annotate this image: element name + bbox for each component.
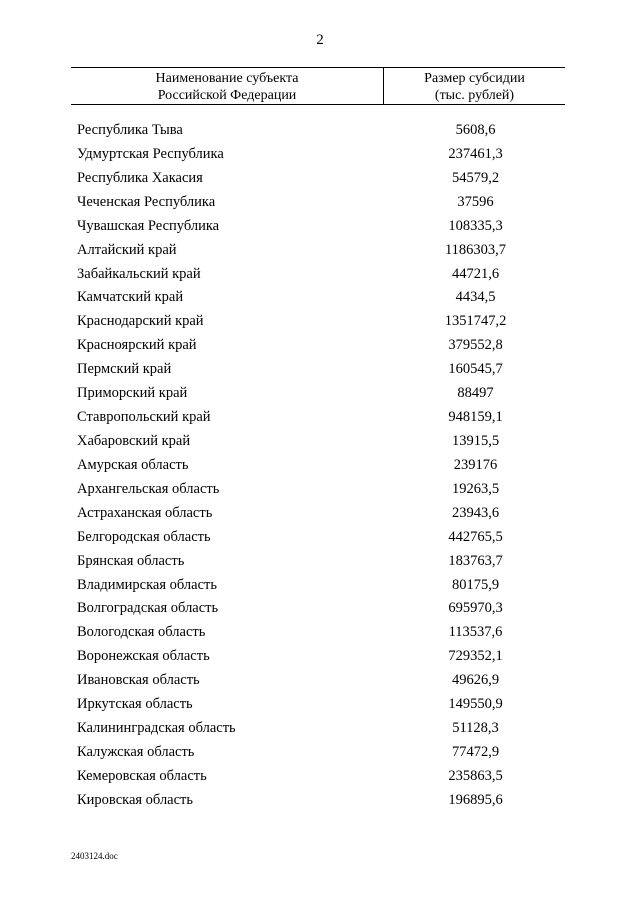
table-row xyxy=(0,309,640,333)
region-name: Кемеровская область xyxy=(77,767,207,784)
header-amount-line-1: Размер субсидии xyxy=(424,71,525,86)
header-amount-line-2: (тыс. рублей) xyxy=(434,88,515,103)
region-name: Удмуртская Республика xyxy=(77,145,224,162)
subsidy-amount: 44721,6 xyxy=(451,265,500,282)
subsidy-amount: 4434,5 xyxy=(455,289,496,306)
table-row xyxy=(0,716,640,740)
subsidy-amount: 77472,9 xyxy=(451,743,500,760)
table-row xyxy=(0,357,640,381)
subsidy-amount: 729352,1 xyxy=(448,648,503,665)
table-row xyxy=(0,333,640,357)
subsidy-amount: 379552,8 xyxy=(448,337,503,354)
subsidy-amount: 37596 xyxy=(457,193,494,210)
table-row xyxy=(0,142,640,166)
subsidy-amount: 49626,9 xyxy=(451,672,500,689)
subsidy-amount: 695970,3 xyxy=(448,600,503,617)
table-row xyxy=(0,405,640,429)
region-name: Пермский край xyxy=(77,361,172,378)
table-body xyxy=(0,118,640,812)
table-row xyxy=(0,477,640,501)
region-name: Калужская область xyxy=(77,743,195,760)
table-row xyxy=(0,525,640,549)
table-row xyxy=(0,764,640,788)
region-name: Брянская область xyxy=(77,552,185,569)
subsidy-amount: 442765,5 xyxy=(448,528,503,545)
subsidy-amount: 5608,6 xyxy=(455,122,496,138)
region-name: Чеченская Республика xyxy=(77,193,216,210)
subsidy-amount: 23943,6 xyxy=(451,504,500,521)
table-row xyxy=(0,668,640,692)
subsidy-amount: 51128,3 xyxy=(452,720,499,737)
region-name: Иркутская область xyxy=(77,696,193,713)
subsidy-amount: 54579,2 xyxy=(451,169,500,186)
region-name: Ивановская область xyxy=(77,672,200,689)
subsidy-amount: 948159,1 xyxy=(448,409,503,426)
region-name: Республика Хакасия xyxy=(77,169,203,186)
subsidy-amount: 1186303,7 xyxy=(444,241,507,258)
region-name: Красноярский край xyxy=(77,337,197,354)
region-name: Архангельская область xyxy=(77,480,220,497)
table-row xyxy=(0,453,640,477)
subsidy-amount: 149550,9 xyxy=(448,696,503,713)
subsidy-amount: 183763,7 xyxy=(448,552,503,569)
table-row xyxy=(0,596,640,620)
table-row xyxy=(0,501,640,525)
region-name: Республика Тыва xyxy=(77,122,183,138)
region-name: Краснодарский край xyxy=(77,313,204,330)
table-row xyxy=(0,644,640,668)
region-name: Вологодская область xyxy=(77,624,206,641)
region-name: Алтайский край xyxy=(77,241,177,258)
region-name: Белгородская область xyxy=(77,528,211,545)
table-header xyxy=(71,67,565,105)
region-name: Ставропольский край xyxy=(77,409,211,426)
table-row xyxy=(0,214,640,238)
region-name: Камчатский край xyxy=(77,289,184,306)
region-name: Забайкальский край xyxy=(77,265,201,282)
subsidy-amount: 108335,3 xyxy=(448,217,503,234)
subsidy-amount: 13915,5 xyxy=(451,432,500,449)
subsidy-amount: 113537,6 xyxy=(448,624,503,641)
table-row xyxy=(0,262,640,286)
header-region-column xyxy=(71,70,383,104)
header-amount-column xyxy=(384,70,565,104)
table-row xyxy=(0,285,640,309)
page-number: 2 xyxy=(316,32,324,48)
region-name: Кировская область xyxy=(77,791,194,808)
region-name: Владимирская область xyxy=(77,576,217,593)
footer-filename: 2403124.doc xyxy=(71,851,118,861)
subsidy-amount: 239176 xyxy=(453,456,498,473)
header-region-line-2: Российской Федерации xyxy=(157,88,297,103)
table-row xyxy=(0,573,640,597)
table-row xyxy=(0,788,640,812)
region-name: Чувашская Республика xyxy=(77,217,220,234)
subsidy-amount: 237461,3 xyxy=(448,145,503,162)
subsidy-amount: 160545,7 xyxy=(448,361,503,378)
region-name: Астраханская область xyxy=(77,504,213,521)
table-row xyxy=(0,740,640,764)
subsidy-amount: 1351747,2 xyxy=(444,313,507,330)
region-name: Калининградская область xyxy=(77,720,236,737)
subsidy-amount: 196895,6 xyxy=(448,791,503,808)
region-name: Волгоградская область xyxy=(77,600,219,617)
region-name: Воронежская область xyxy=(77,648,210,665)
table-row xyxy=(0,620,640,644)
subsidy-amount: 80175,9 xyxy=(451,576,500,593)
subsidy-amount: 19263,5 xyxy=(451,480,500,497)
table-row xyxy=(0,692,640,716)
table-row xyxy=(0,118,640,142)
table-row xyxy=(0,549,640,573)
table-row xyxy=(0,190,640,214)
subsidy-amount: 88497 xyxy=(457,385,494,402)
region-name: Амурская область xyxy=(77,456,189,473)
table-row xyxy=(0,429,640,453)
region-name: Хабаровский край xyxy=(77,432,191,449)
subsidy-amount: 235863,5 xyxy=(448,767,503,784)
region-name: Приморский край xyxy=(77,385,188,402)
table-row xyxy=(0,166,640,190)
table-row xyxy=(0,381,640,405)
table-row xyxy=(0,238,640,262)
header-region-line-1: Наименование субъекта xyxy=(155,71,299,86)
